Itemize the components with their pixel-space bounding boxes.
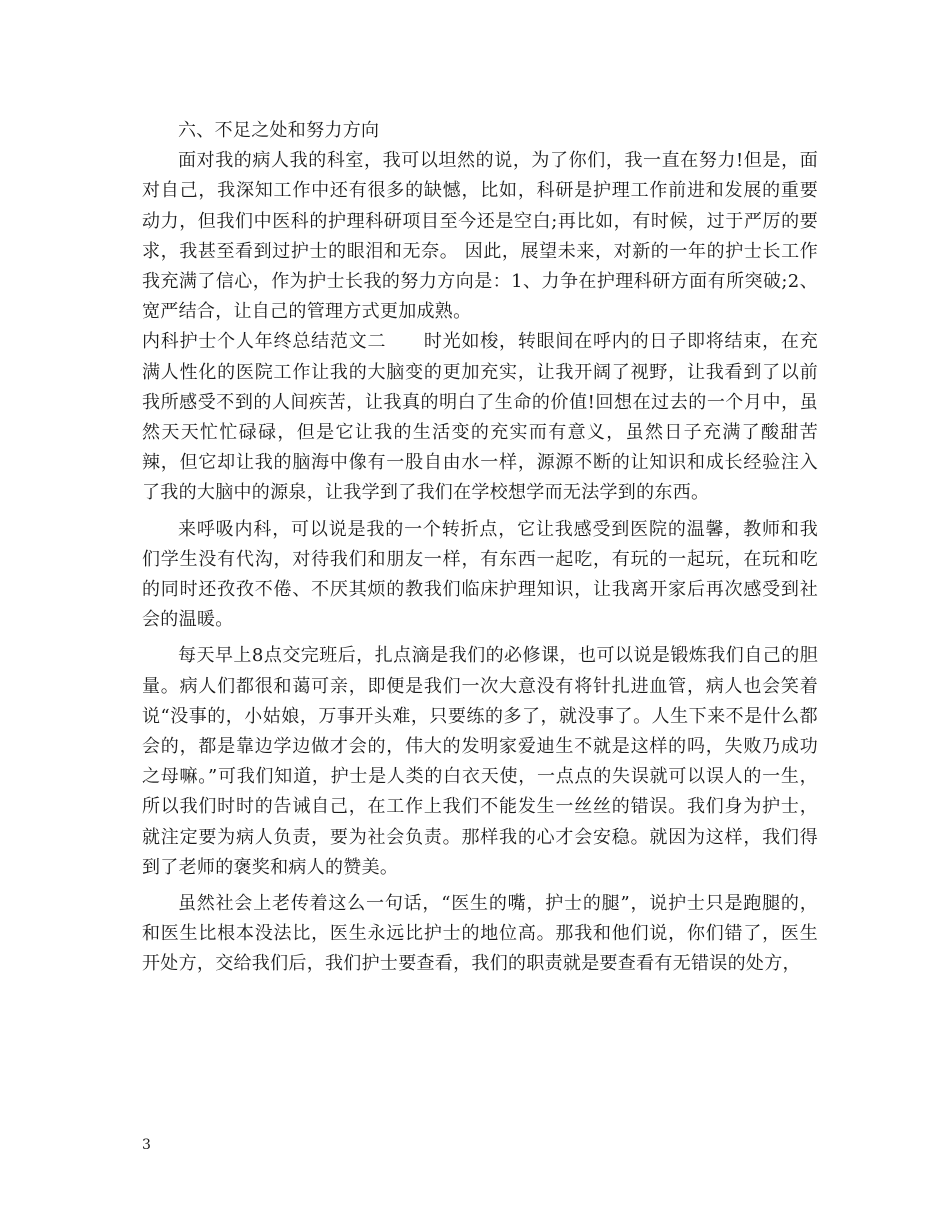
- page-number: 3: [142, 1137, 151, 1153]
- paragraph: 每天早上8点交完班后，扎点滴是我们的必修课，也可以说是锻炼我们自己的胆量。病人们都很和蔼可亲，即便是我们一次大意没有将针扎进血管，病人也会笑着说“没事的，小姑娘，万事开头难，只要练的多了，就没事了。人生下来不是什么都会的，都是靠边学边做才会的，伟大的发明家爱迪生不就是这样的吗，失败乃成功之母嘛。”可我们知道，护士是人类的白衣天使，一点点的失误就可以误人的一生，所以我们时时的告诫自己，在工作上我们不能发生一丝丝的错误。我们身为护士，就注定要为病人负责，要为社会负责。那样我的心才会安稳。就因为这样，我们得到了老师的褒奖和病人的赞美。: [142, 645, 818, 878]
- document-body: [142, 116, 818, 980]
- paragraph: 面对我的病人我的科室，我可以坦然的说，为了你们，我一直在努力!但是，面对自己，我深知工作中还有很多的缺憾，比如，科研是护理工作前进和发展的重要动力，但我们中医科的护理科研项目至今还是空白;再比如，有时候，过于严厉的要求，我甚至看到过护士的眼泪和无奈。 因此，展望未来，对新的一年的护士长工作我充满了信心，作为护士长我的努力方向是：1、力争在护理科研方面有所突破;2、宽严结合，让自己的管理方式更加成熟。: [142, 150, 818, 323]
- paragraph: 来呼吸内科，可以说是我的一个转折点，它让我感受到医院的温馨，教师和我们学生没有代沟，对待我们和朋友一样，有东西一起吃，有玩的一起玩，在玩和吃的同时还孜孜不倦、不厌其烦的教我们临床护理知识，让我离开家后再次感受到社会的温暖。: [142, 518, 818, 631]
- paragraph: 虽然社会上老传着这么一句话，“医生的嘴，护士的腿”，说护士只是跑腿的，和医生比根本没法比，医生永远比护士的地位高。那我和他们说，你们错了，医生开处方，交给我们后，我们护士要查看，我们的职责就是要查看有无错误的处方，: [142, 893, 818, 975]
- section-heading: 六、不足之处和努力方向: [178, 120, 380, 141]
- paragraph: 内科护士个人年终总结范文二 时光如梭，转眼间在呼内的日子即将结束，在充满人性化的医院工作让我的大脑变的更加充实，让我开阔了视野，让我看到了以前我所感受不到的人间疾苦，让我真的明白了生命的价值!回想在过去的一个月中，虽然天天忙忙碌碌，但是它让我的生活变的充实而有意义，虽然日子充满了酸甜苦辣，但它却让我的脑海中像有一股自由水一样，源源不断的让知识和成长经验注入了我的大脑中的源泉，让我学到了我们在学校想学而无法学到的东西。: [142, 331, 818, 504]
